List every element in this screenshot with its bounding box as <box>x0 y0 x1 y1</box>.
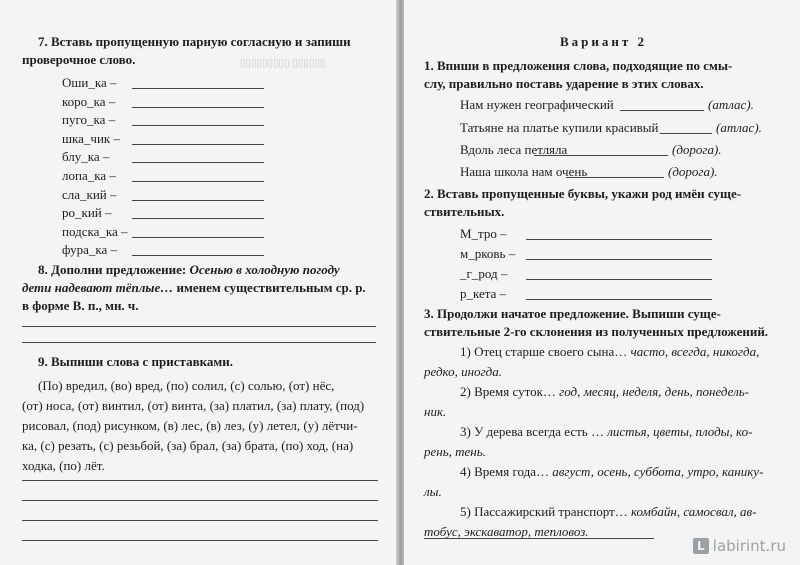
answer-line[interactable] <box>526 259 712 260</box>
item-options-cont: редко, иногда. <box>424 364 502 379</box>
item-options-cont: ник. <box>424 404 447 419</box>
word-item: м_рковь – <box>460 246 516 261</box>
answer-line[interactable] <box>22 326 376 327</box>
item-options-cont: рень, тень. <box>424 444 486 459</box>
ex2-title-cont: ствительных. <box>424 204 505 219</box>
ex3-item <box>460 384 749 400</box>
sentence-text: Татьяне на платье купили красивый <box>460 120 659 135</box>
ex3-title: 3. Продолжи начатое предложение. Выпиши суще- <box>424 306 721 321</box>
answer-line[interactable] <box>526 279 712 280</box>
item-options: август, осень, суббота, утро, канику- <box>552 464 764 479</box>
word-item: Оши_ка – <box>62 75 117 90</box>
ex3-item <box>460 344 759 360</box>
item-options-cont: тобус, экскаватор, тепловоз. <box>424 524 589 539</box>
text-line: ходка, (по) лёт. <box>22 458 105 473</box>
word-item: пуго_ка – <box>62 112 116 128</box>
ex7-title-cont: проверочное слово. <box>22 52 136 67</box>
item-lead: 3) У дерева всегда есть … <box>460 424 604 439</box>
ex8-line2 <box>22 280 366 296</box>
answer-line[interactable] <box>132 255 264 256</box>
ex8-line1 <box>38 262 340 278</box>
item-lead: 4) Время года… <box>460 464 549 479</box>
item-options: комбайн, самосвал, ав- <box>630 504 757 519</box>
answer-line[interactable] <box>132 181 264 182</box>
word-item: шка_чик – <box>62 130 120 146</box>
item-lead: 1) Отец старше своего сына… <box>460 344 628 359</box>
word-hint: (дорога). <box>668 164 718 179</box>
ex3-item <box>460 464 763 480</box>
answer-line[interactable] <box>132 218 264 219</box>
ex3-item <box>460 504 757 520</box>
right-page <box>404 0 800 565</box>
word-item: фура_ка – <box>62 242 118 258</box>
sentence-text: Вдоль леса петляла <box>460 142 568 157</box>
word-item: блу_ка – <box>62 149 110 165</box>
item-options: часто, всегда, никогда, <box>630 344 760 359</box>
answer-line[interactable] <box>22 342 376 343</box>
word-item: подска_ка – <box>62 223 128 239</box>
text-line: рисовал, (под) рисунком, (в) лес, (в) лез, (у) летел, (у) лётчи- <box>22 418 358 433</box>
ex1-title: 1. Впиши в предложения слова, подходящие по смы- <box>424 58 733 73</box>
variant-title: Вариант 2 <box>560 34 648 49</box>
item-lead: 5) Пассажирский транспорт… <box>460 504 628 519</box>
answer-line[interactable] <box>22 520 378 521</box>
item-options: год, месяц, неделя, день, понедель- <box>559 384 749 399</box>
word-item: _г_род – <box>460 266 508 281</box>
text-line: (от) носа, (от) винтил, (от) винта, (за) платил, (за) плату, (под) <box>22 398 365 413</box>
answer-line[interactable] <box>132 162 264 163</box>
word-item: р_кета – <box>460 286 507 301</box>
ex9-title: 9. Выпиши слова с приставками. <box>38 354 233 369</box>
ex9-text <box>22 376 378 476</box>
answer-line[interactable] <box>424 538 654 539</box>
ex3-title-cont: ствительные 2-го склонения из полученных предложений. <box>424 324 769 339</box>
watermark-text: labirint.ru <box>712 537 786 555</box>
answer-line[interactable] <box>132 237 264 238</box>
text-line: ка, (с) резать, (с) резьбой, (за) брал, (за) брата, (по) ход, (на) <box>22 438 354 453</box>
word-hint: (дорога). <box>672 142 722 157</box>
word-hint: (атлас). <box>708 97 754 112</box>
watermark-logo-icon: L <box>693 538 709 554</box>
watermark <box>693 537 786 555</box>
word-hint: (атлас). <box>716 120 762 135</box>
answer-line[interactable] <box>620 110 704 111</box>
ex3-item <box>460 424 752 440</box>
answer-line[interactable] <box>660 133 712 134</box>
answer-line[interactable] <box>132 88 264 89</box>
sentence-text: Наша школа нам очень <box>460 164 588 179</box>
answer-line[interactable] <box>132 125 264 126</box>
word-item: сла_кий – <box>62 186 117 202</box>
ex2-title: 2. Вставь пропущенные буквы, укажи род имён суще- <box>424 186 742 201</box>
text-line: (По) вредил, (во) вред, (по) солил, (с) солью, (от) нёс, <box>38 378 335 393</box>
word-item: коро_ка – <box>62 93 116 109</box>
word-item: М_тро – <box>460 226 507 241</box>
answer-line[interactable] <box>566 177 664 178</box>
answer-line[interactable] <box>132 144 264 145</box>
item-lead: 2) Время суток… <box>460 384 556 399</box>
word-item: лопа_ка – <box>62 168 116 183</box>
item-options: листья, цветы, плоды, ко- <box>607 424 753 439</box>
ex8-title: 8. Дополни предложение: <box>38 262 187 277</box>
ex8-prompt: Осенью в холодную погоду <box>189 262 340 277</box>
sentence-text: Нам нужен географический <box>460 97 614 112</box>
ex7-title: 7. Вставь пропущенную парную согласную и запиши <box>38 34 351 49</box>
answer-line[interactable] <box>22 500 378 501</box>
item-options-cont: лы. <box>424 484 442 499</box>
ex8-prompt-cont: дети надевают тёплые… <box>22 280 174 295</box>
ex8-instruction: именем существительным ср. р. <box>176 280 366 295</box>
left-page: ▯▯▯▯▯▯▯▯▯ ▯▯▯▯▯▯ 7. Вставь пропущенную парную согласную и запиши проверочное слово. Оши_ка – коро_ка – пуго_ка – шка_чик – блу_ка – лопа_ка – сла_кий – ро_кий – подска_ка – фура_ка – 8. Дополни предложение: Осенью в холодную погоду дети надевают тёплые… именем существительным ср. р. в форме В. п., мн. ч. 9. Выпиши слова с приставками. (По) вредил, (во) вред, (по) солил, (с) солью, (от) нёс, (от) носа, (от) винтил, (от) винта, (за) платил, (за) плату, (под) рисовал, (под) рисунком, (в) лес, (в) лез, (у) летел, (у) лётчи- ка, (с) резать, (с) резьбой, (за) брал, (за) брата, (по) ход, (на) ходка, (по) лёт. <box>0 0 398 565</box>
answer-line[interactable] <box>132 107 264 108</box>
answer-line[interactable] <box>526 239 712 240</box>
answer-line[interactable] <box>526 299 712 300</box>
answer-line[interactable] <box>534 155 668 156</box>
answer-line[interactable] <box>22 480 378 481</box>
ex1-title-cont: слу, правильно поставь ударение в этих словах. <box>424 76 704 91</box>
answer-line[interactable] <box>132 200 264 201</box>
answer-line[interactable] <box>22 540 378 541</box>
word-item: ро_кий – <box>62 205 112 221</box>
ex8-line3: в форме В. п., мн. ч. <box>22 298 139 313</box>
